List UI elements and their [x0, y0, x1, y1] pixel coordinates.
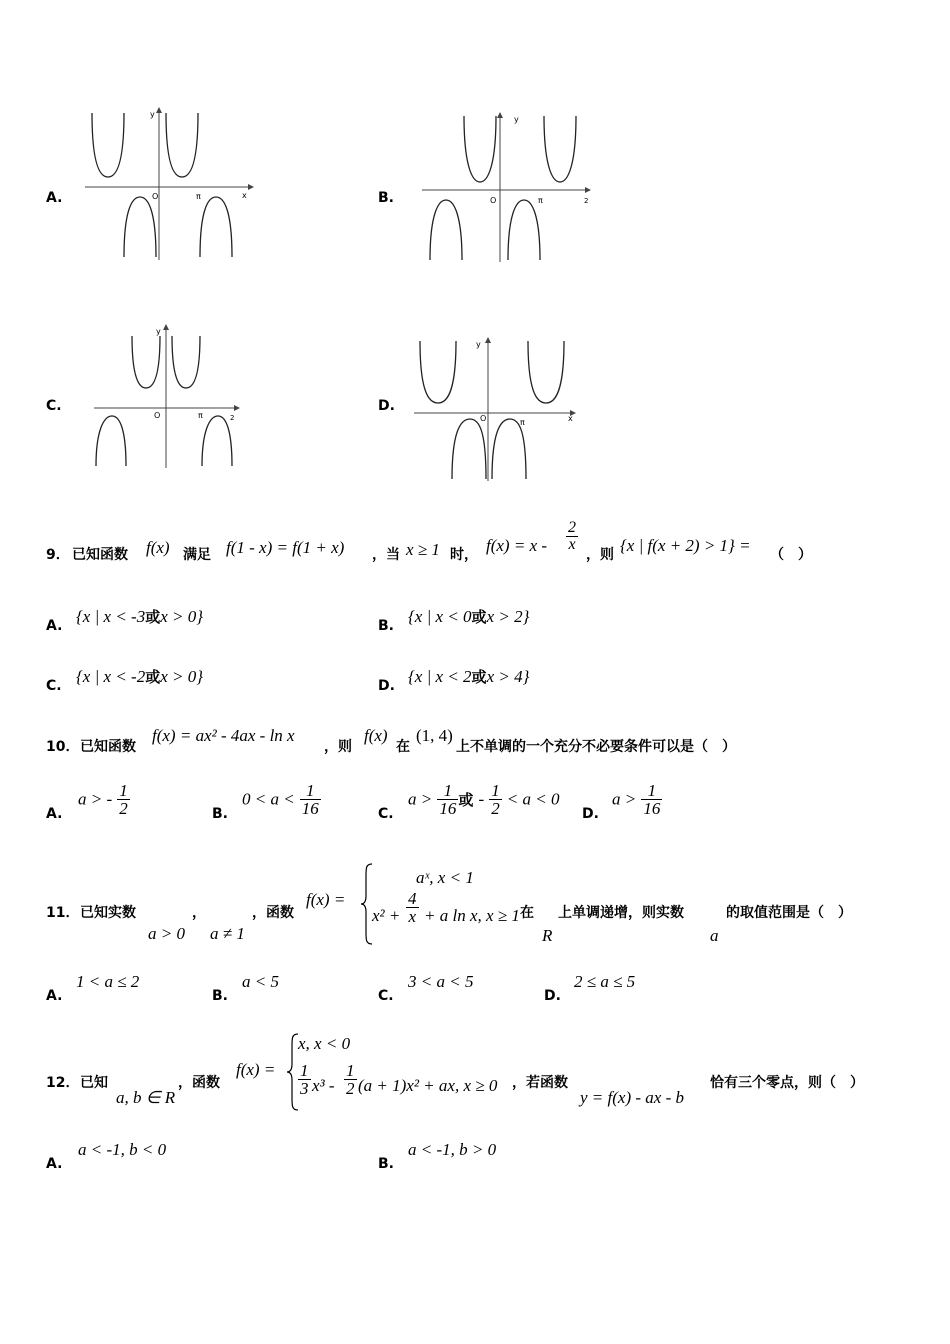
curve	[508, 200, 540, 260]
question-text: ，函数	[252, 905, 294, 921]
pi-label: π	[538, 196, 543, 205]
q11-option-d: 2 ≤ a ≤ 5	[574, 972, 636, 991]
curve	[420, 341, 456, 403]
q11-option-a-label: A.	[46, 988, 63, 1004]
q12-option-a: a < -1, b < 0	[78, 1140, 167, 1159]
q10-option-a-label: A.	[46, 806, 63, 822]
curve	[200, 197, 232, 257]
q10-option-d-label: D.	[582, 806, 599, 822]
x-axis-label: 2	[584, 197, 589, 205]
math-set: {x | f(x + 2) > 1} =	[620, 536, 751, 555]
pi-label: π	[196, 192, 201, 201]
curve	[452, 419, 486, 479]
question-text: 的取值范围是（ ）	[726, 905, 852, 921]
q9-option-b-label: B.	[378, 618, 394, 634]
question-number: 12．	[46, 1075, 80, 1091]
question-text: 上不单调的一个充分不必要条件可以是（ ）	[456, 739, 736, 755]
question-12	[46, 1030, 926, 1120]
question-text: ，若函数	[512, 1075, 568, 1091]
question-text: 已知实数	[80, 905, 136, 921]
curve	[492, 419, 526, 479]
curve	[132, 336, 160, 388]
math-fx: f(x) =	[236, 1060, 276, 1079]
curve	[166, 113, 198, 177]
origin-label: O	[154, 411, 161, 420]
x-axis-label: 2	[230, 414, 235, 422]
q9-option-c-label: C.	[46, 678, 62, 694]
question-text: 已知函数	[80, 739, 136, 755]
origin-label: O	[152, 192, 159, 201]
question-9	[46, 519, 926, 566]
q11-option-b: a < 5	[242, 972, 279, 991]
option-c-label: C.	[46, 398, 62, 414]
question-number: 11．	[46, 905, 80, 921]
math-ab: a, b ∈ R	[116, 1088, 176, 1107]
q11-option-a: 1 < a ≤ 2	[76, 972, 140, 991]
question-text: 已知函数	[72, 547, 128, 563]
pi-label: π	[198, 411, 203, 420]
math-y: y = f(x) - ax - b	[580, 1088, 684, 1107]
math-fraction: $\frac{2}{x}$	[568, 519, 576, 553]
math-case-2: x² +	[372, 906, 401, 925]
curve	[464, 116, 496, 182]
y-axis-label: y	[156, 327, 161, 336]
curve	[96, 416, 126, 466]
q11-option-c: 3 < a < 5	[408, 972, 474, 991]
math-fx: f(x)	[364, 726, 388, 745]
origin-label: O	[490, 196, 497, 205]
curve	[92, 113, 124, 177]
q10-option-c: a > $\frac{1}{16}$ 或 - $\frac{1}{2}$ < a < 0	[408, 781, 560, 818]
question-text: ，则	[586, 547, 614, 563]
graph-option-c	[92, 320, 242, 474]
graph-option-d	[412, 335, 582, 489]
math-a: a	[710, 926, 719, 945]
q9-option-a: {x | x < -3或x > 0}	[76, 607, 204, 626]
y-axis-label: y	[150, 110, 155, 119]
math-condition: f(1 - x) = f(1 + x)	[226, 538, 345, 557]
question-text: 已知	[80, 1075, 108, 1091]
question-text: ，函数	[178, 1075, 220, 1091]
graph-option-a	[80, 105, 260, 269]
question-11	[46, 860, 926, 950]
question-text: 在	[520, 905, 534, 921]
math-a-ne-1: a ≠ 1	[210, 924, 245, 943]
q10-option-d: a > $\frac{1}{16}$	[612, 781, 661, 818]
origin-label: O	[480, 414, 487, 423]
question-text: ，	[192, 905, 206, 921]
y-axis-label: y	[514, 115, 519, 124]
q10-option-b: 0 < a < $\frac{1}{16}$	[242, 781, 319, 818]
q11-option-c-label: C.	[378, 988, 394, 1004]
graph-option-b	[420, 110, 595, 269]
q12-option-b-label: B.	[378, 1156, 394, 1172]
math-a-gt-0: a > 0	[148, 924, 185, 943]
math-interval: (1, 4)	[416, 726, 453, 745]
brace-icon	[360, 862, 374, 946]
answer-paren: （ ）	[770, 547, 812, 563]
math-R: R	[542, 926, 553, 945]
curve	[544, 116, 576, 182]
q12-option-a-label: A.	[46, 1156, 63, 1172]
curve	[124, 197, 156, 257]
q12-option-b: a < -1, b > 0	[408, 1140, 497, 1159]
math-case-2: + a ln x, x ≥ 1	[424, 906, 520, 925]
q9-option-b: {x | x < 0或x > 2}	[408, 607, 530, 626]
q11-option-b-label: B.	[212, 988, 228, 1004]
option-a-label: A.	[46, 190, 63, 206]
x-axis-label: x	[242, 191, 247, 200]
question-number: 10．	[46, 739, 80, 755]
question-text: ，则	[324, 739, 352, 755]
q9-option-c: {x | x < -2或x > 0}	[76, 667, 204, 686]
question-10	[46, 722, 926, 755]
curve	[172, 336, 200, 388]
curve	[202, 414, 235, 466]
math-fraction: $\frac{1}{3}$	[300, 1061, 309, 1098]
question-text: 上单调递增，则实数	[558, 905, 684, 921]
q9-option-d-label: D.	[378, 678, 395, 694]
math-case-2: x³ -	[312, 1076, 335, 1095]
q11-option-d-label: D.	[544, 988, 561, 1004]
question-text: 时，	[450, 547, 478, 563]
q10-option-c-label: C.	[378, 806, 394, 822]
math-fraction: $\frac{1}{2}$	[346, 1061, 355, 1098]
q9-option-a-label: A.	[46, 618, 63, 634]
math-fx-definition: f(x) = ax² - 4ax - ln x	[152, 726, 295, 745]
math-fx: f(x) =	[306, 890, 346, 909]
question-text: 在	[396, 739, 410, 755]
math-case-2: (a + 1)x² + ax, x ≥ 0	[358, 1076, 498, 1095]
q10-option-b-label: B.	[212, 806, 228, 822]
question-text: ，当	[372, 547, 400, 563]
q9-option-d: {x | x < 2或x > 4}	[408, 667, 530, 686]
option-d-label: D.	[378, 398, 395, 414]
question-text: 满足	[183, 547, 211, 563]
x-axis-label: x	[568, 414, 573, 423]
math-case-1: aˣ, x < 1	[416, 868, 474, 887]
curve	[430, 200, 462, 260]
math-fx-definition: f(x) = x -	[486, 536, 548, 555]
y-axis-label: y	[476, 340, 481, 349]
curve	[528, 341, 564, 403]
math-case-1: x, x < 0	[298, 1034, 351, 1053]
question-number: 9．	[46, 547, 70, 563]
math-x-ge-1: x ≥ 1	[406, 540, 440, 559]
math-fx: f(x)	[146, 538, 170, 557]
question-text: 恰有三个零点，则（ ）	[710, 1075, 864, 1091]
pi-label: π	[520, 418, 525, 427]
q10-option-a: a > - $\frac{1}{2}$	[78, 781, 128, 818]
math-fraction: $\frac{4}{x}$	[408, 889, 417, 926]
option-b-label: B.	[378, 190, 394, 206]
